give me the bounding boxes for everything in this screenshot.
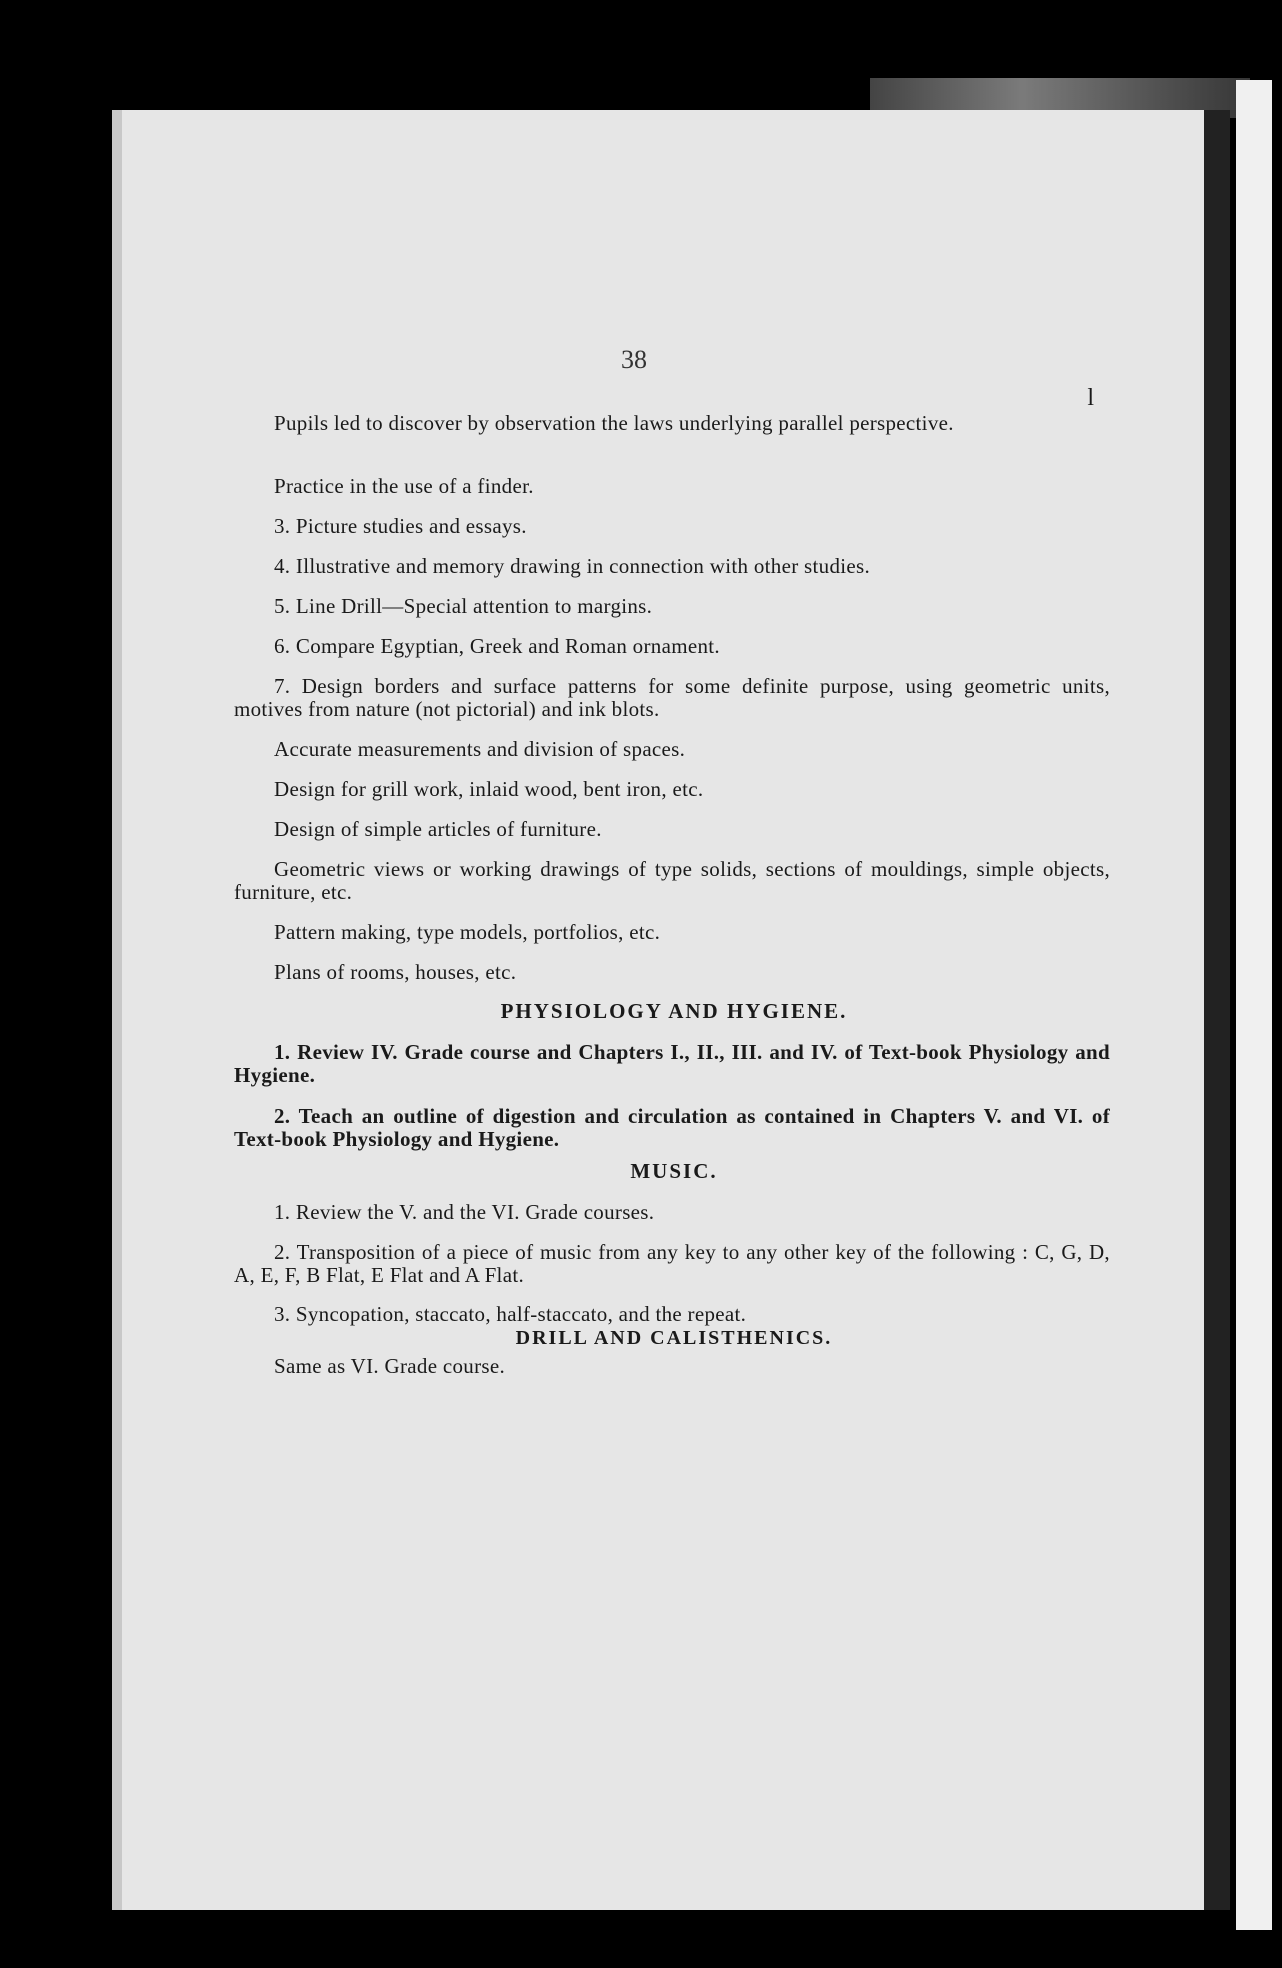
list-item-picture-studies: 3. Picture studies and essays.: [274, 514, 527, 538]
page-number: 38: [621, 345, 647, 374]
paragraph-finder: Practice in the use of a finder.: [274, 474, 534, 498]
paragraph-perspective: Pupils led to discover by observation the laws underlying parallel perspective.: [274, 411, 954, 435]
paragraph-grill-work: Design for grill work, inlaid wood, bent iron, etc.: [274, 777, 704, 801]
physiology-item-1: 1. Review IV. Grade course and Chapters I., II., III. and IV. of Text-book Physiology and Hygiene.: [234, 1040, 1110, 1087]
list-item-ornament: 6. Compare Egyptian, Greek and Roman ornament.: [274, 634, 720, 658]
heading-music: MUSIC.: [630, 1159, 718, 1183]
music-item-2: 2. Transposition of a piece of music from any key to any other key of the following : C, G, D, A, E, F, B Flat, E Flat and A Flat.: [234, 1240, 1110, 1287]
list-item-line-drill: 5. Line Drill—Special attention to margins.: [274, 594, 653, 618]
stray-mark: l: [1087, 385, 1094, 411]
paragraph-geometric-views: Geometric views or working drawings of type solids, sections of mouldings, simple objects, furniture, etc.: [234, 857, 1110, 904]
list-item-design-borders: 7. Design borders and surface patterns for some definite purpose, using geometric units, motives from nature (not pictorial) and ink blots.: [234, 674, 1110, 721]
adjacent-page-edge: [1236, 80, 1272, 1930]
paragraph-furniture: Design of simple articles of furniture.: [274, 817, 602, 841]
physiology-item-2: 2. Teach an outline of digestion and circulation as contained in Chapters V. and VI. of Text-book Physiology and Hygiene.: [234, 1104, 1110, 1151]
music-item-3: 3. Syncopation, staccato, half-staccato, and the repeat.: [274, 1302, 747, 1326]
paragraph-plans: Plans of rooms, houses, etc.: [274, 960, 517, 984]
paragraph-measurements: Accurate measurements and division of spaces.: [274, 737, 686, 761]
paragraph-pattern-making: Pattern making, type models, portfolios, etc.: [274, 920, 661, 944]
list-item-illustrative-drawing: 4. Illustrative and memory drawing in connection with other studies.: [274, 554, 871, 578]
book-spine: [1204, 110, 1230, 1910]
heading-physiology: PHYSIOLOGY AND HYGIENE.: [500, 999, 848, 1023]
heading-drill: DRILL AND CALISTHENICS.: [515, 1327, 833, 1349]
drill-item-1: Same as VI. Grade course.: [274, 1354, 506, 1378]
music-item-1: 1. Review the V. and the VI. Grade courses.: [274, 1200, 655, 1224]
page-text: [234, 345, 1114, 1378]
